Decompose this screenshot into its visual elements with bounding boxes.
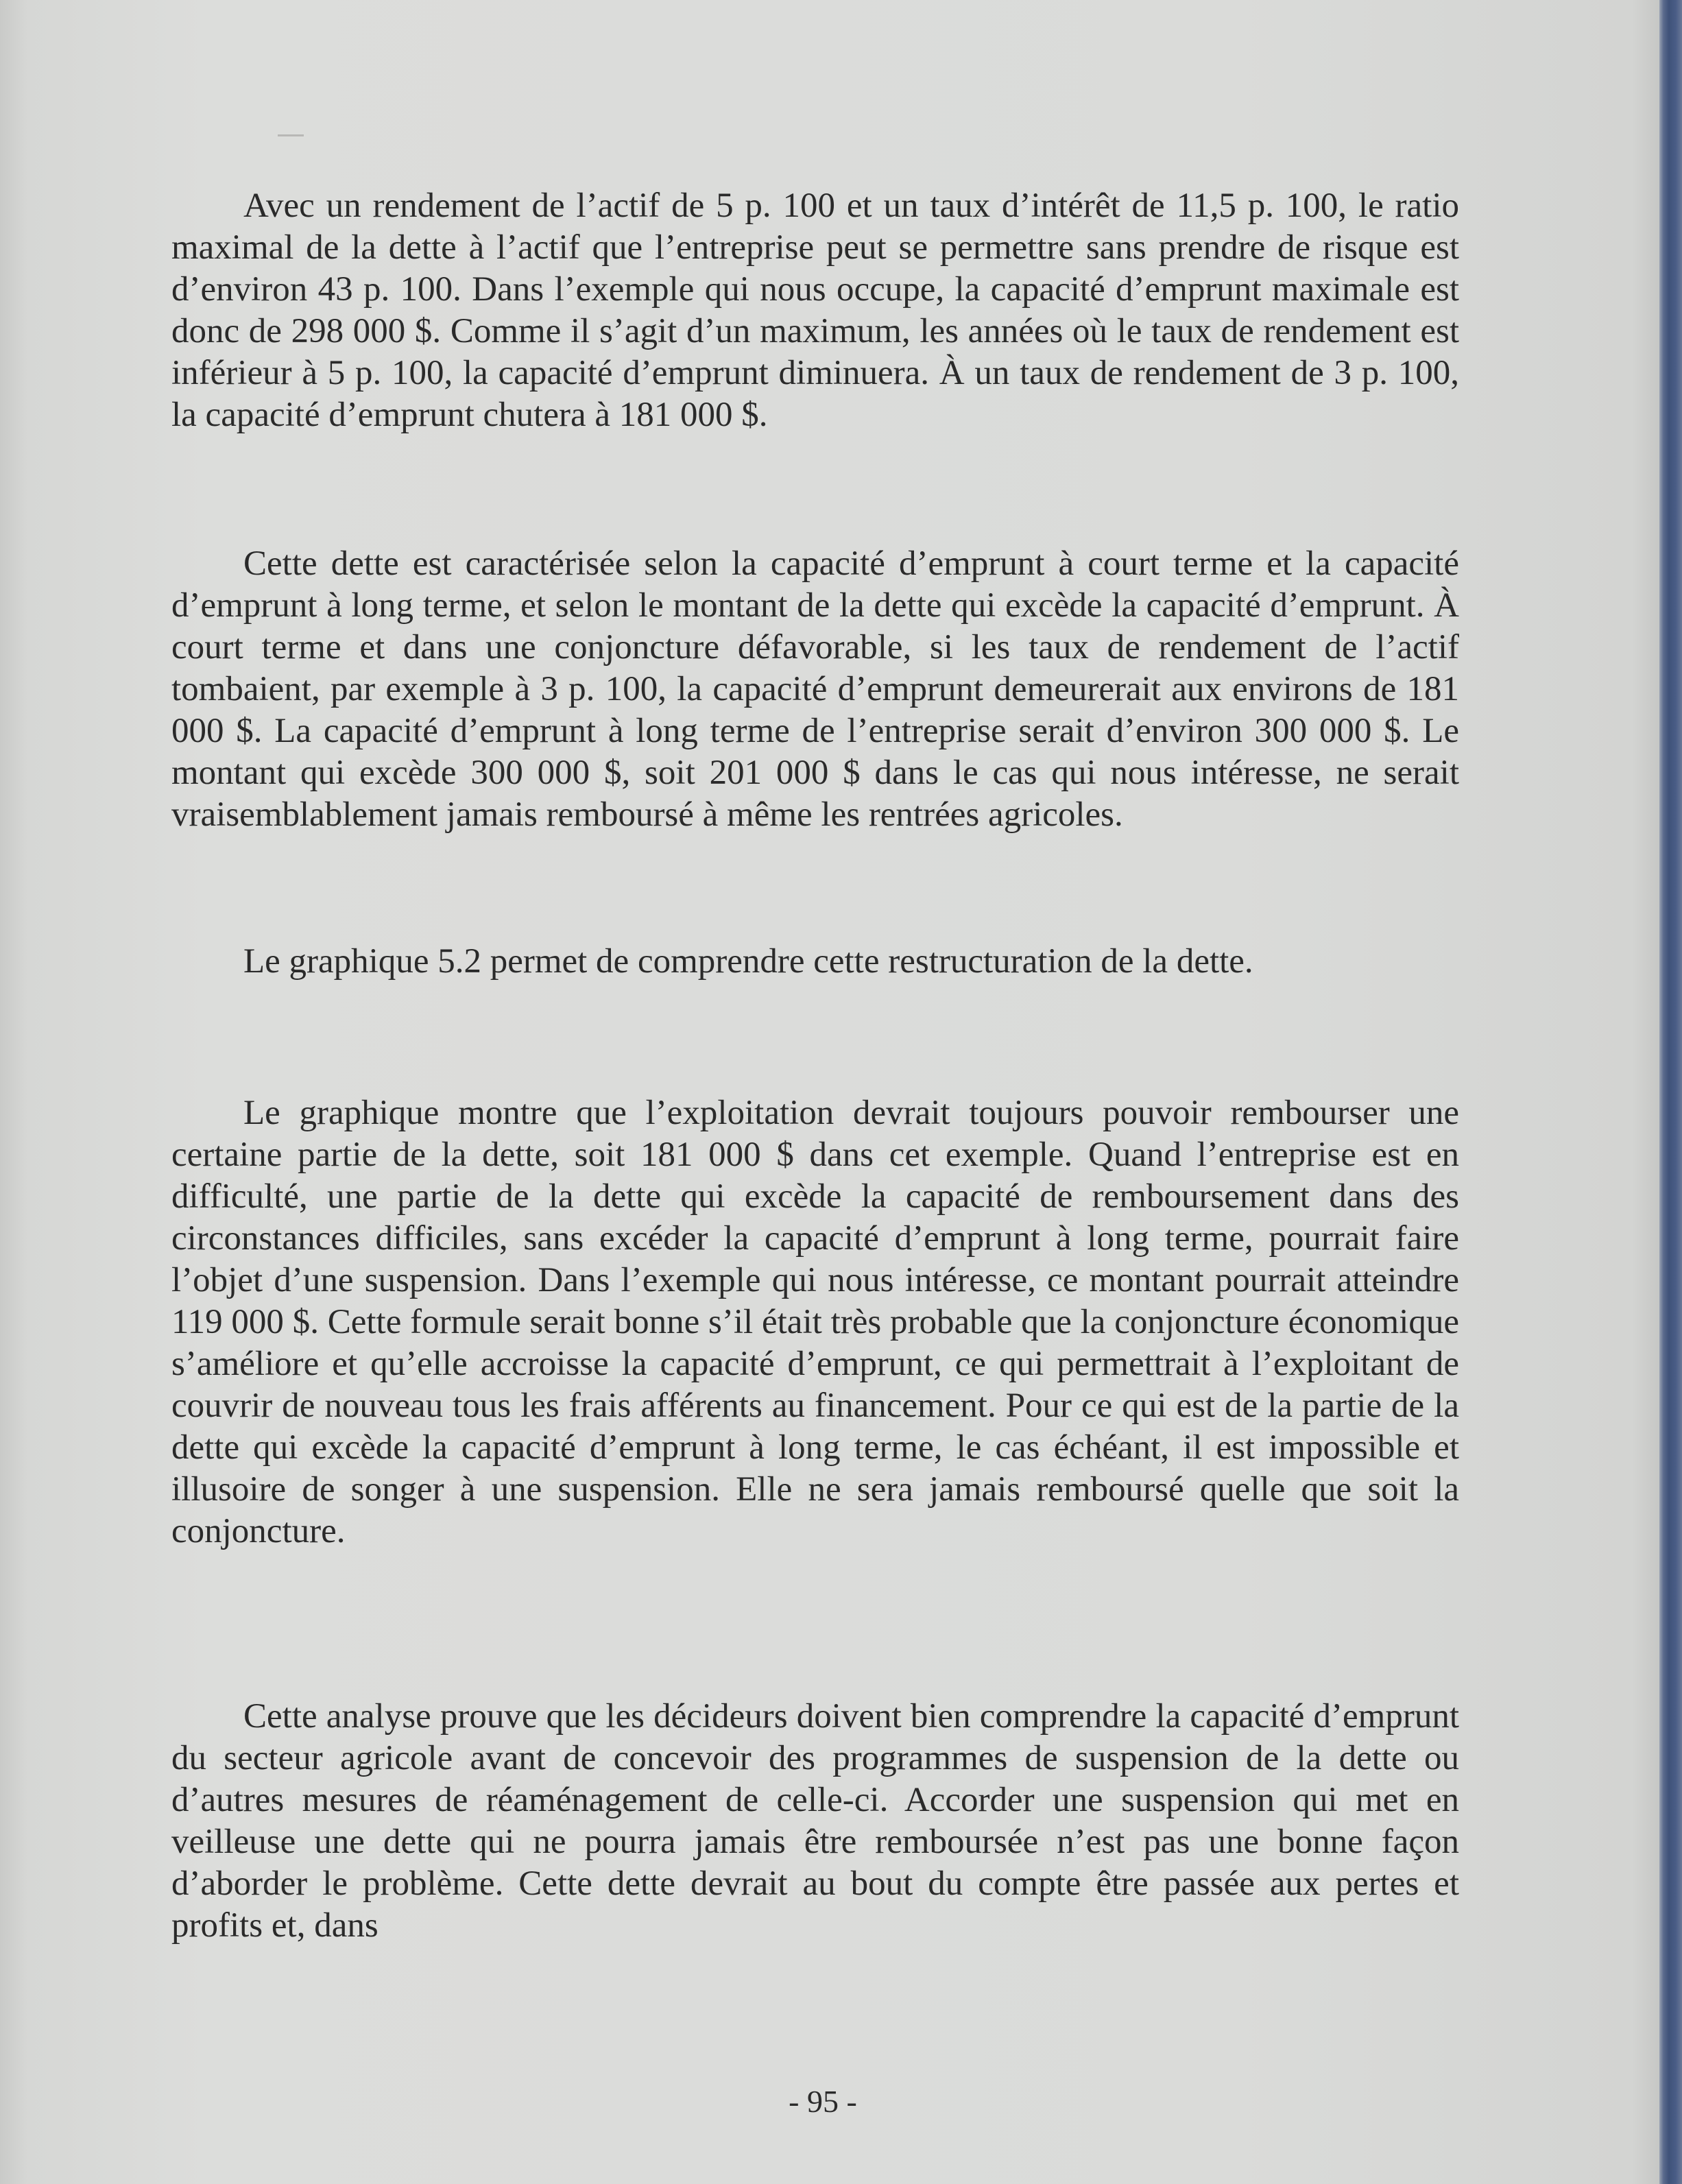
paragraph-analysis-conclusion: Cette analyse prouve que les décideurs doivent bien comprendre la capacité d’emprunt du secteur agricole avant de concevoir des programmes de suspension de la dette ou d’autres mesures de réaménagement de celle-ci. Accorder une suspension qui met en veilleuse une dette qui ne pourra jamais être remboursée n’est pas une bonne façon d’aborder le problème. Cette dette devrait au bout du compte être passée aux pertes et profits et, dans bbox=[171, 1697, 1459, 1945]
paragraph-debt-characterization: Cette dette est caractérisée selon la capacité d’emprunt à court terme et la capacité d’emprunt à long terme, et selon le montant de la dette qui excède la capacité d’emprunt. À court terme et dans une conjoncture défavorable, si les taux de rendement de l’actif tombaient, par exemple à 3 p. 100, la capacité d’emprunt demeurerait aux environs de 181 000 $. La capacité d’emprunt à long terme de l’entreprise serait d’environ 300 000 $. Le montant qui excède 300 000 $, soit 201 000 $ dans le cas qui nous intéresse, ne serait vraisemblablement jamais remboursé à même les rentrées agricoles. bbox=[171, 544, 1459, 834]
page-number: - 95 - bbox=[789, 2084, 857, 2119]
paragraph-graph-explanation: Le graphique montre que l’exploitation devrait toujours pouvoir rembourser une certaine partie de la dette, soit 181 000 $ dans cet exemple. Quand l’entreprise est en difficulté, une partie de la dette qui excède la capacité de remboursement dans des circonstances difficiles, sans excéder la capacité d’emprunt à long terme, pourrait faire l’objet d’une suspension. Dans l’exemple qui nous intéresse, ce montant pourrait atteindre 119 000 $. Cette formule serait bonne s’il était très probable que la conjoncture économique s’améliore et qu’elle accroisse la capacité d’emprunt, ce qui permettrait à l’exploitant de couvrir de nouveau tous les frais afférents au financement. Pour ce qui est de la partie de la dette qui excède la capacité d’emprunt à long terme, le cas échéant, il est impossible et illusoire de songer à une suspension. Elle ne sera jamais remboursé quelle que soit la conjoncture. bbox=[171, 1094, 1459, 1550]
page-smudge bbox=[278, 134, 304, 136]
book-binding-edge bbox=[1659, 0, 1682, 2184]
paragraph-graph-reference: Le graphique 5.2 permet de comprendre cette restructuration de la dette. bbox=[243, 942, 1253, 981]
paragraph-borrowing-capacity-ratio: Avec un rendement de l’actif de 5 p. 100 et un taux d’intérêt de 11,5 p. 100, le ratio maximal de la dette à l’actif que l’entreprise peut se permettre sans prendre de risque est d’environ 43 p. 100. Dans l’exemple qui nous occupe, la capacité d’emprunt maximale est donc de 298 000 $. Comme il s’agit d’un maximum, les années où le taux de rendement est inférieur à 5 p. 100, la capacité d’emprunt diminuera. À un taux de rendement de 3 p. 100, la capacité d’emprunt chutera à 181 000 $. bbox=[171, 187, 1459, 434]
